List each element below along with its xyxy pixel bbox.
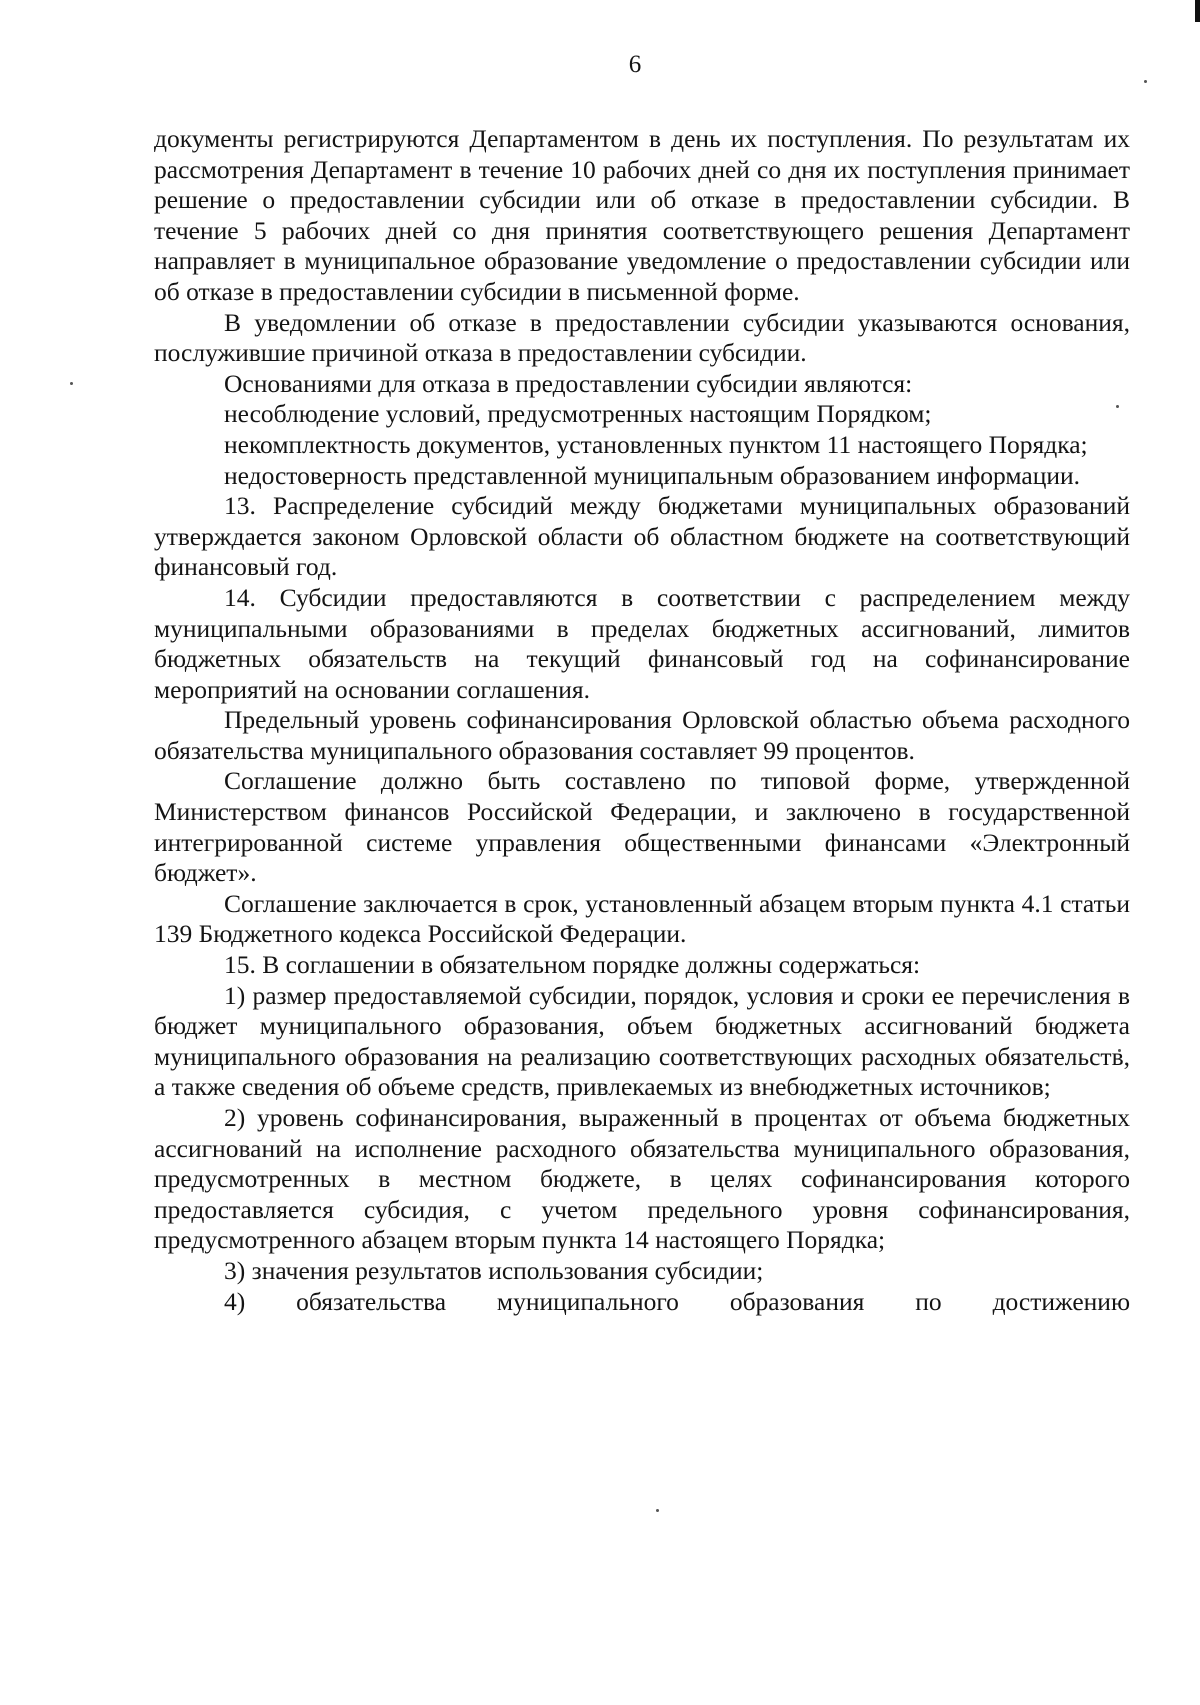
scan-speck bbox=[1144, 80, 1147, 83]
paragraph: несоблюдение условий, предусмотренных настоящим Порядком; bbox=[224, 399, 932, 429]
scan-speck bbox=[70, 382, 73, 385]
scan-edge-mark bbox=[1195, 0, 1200, 22]
page-number: 6 bbox=[628, 51, 642, 78]
paragraph: недостоверность представленной муниципальным образованием информации. bbox=[224, 460, 1081, 490]
paragraph: 15. В соглашении в обязательном порядке должны содержаться: bbox=[224, 950, 921, 980]
paragraph: Предельный уровень софинансирования Орловской областью объема расходного обязательства муниципального образования составляет 99 процентов. bbox=[154, 705, 1130, 765]
paragraph: 2) уровень софинансирования, выраженный в процентах от объема бюджетных ассигнований на исполнение расходного обязательства муниципального образования, предусмотренных в местном бюджете, в целях софинансирования которого предоставляется субсидия, с учетом предельного уровня софинансирования, предусмотренного абзацем вторым пункта 14 настоящего Порядка; bbox=[154, 1103, 1130, 1255]
body-text bbox=[154, 124, 1130, 1317]
paragraph: Соглашение заключается в срок, установленный абзацем вторым пункта 4.1 статьи 139 Бюджетного кодекса Российской Федерации. bbox=[154, 888, 1130, 949]
paragraph: 1) размер предоставляемой субсидии, порядок, условия и сроки ее перечисления в бюджет муниципального образования, объем бюджетных ассигнований бюджета муниципального образования на реализацию соответствующих расходных обязательств, а также сведения об объеме средств, привлекаемых из внебюджетных источников; bbox=[154, 980, 1130, 1102]
paragraph: некомплектность документов, установленных пунктом 11 настоящего Порядка; bbox=[224, 429, 1088, 459]
paragraph: Соглашение должно быть составлено по типовой форме, утвержденной Министерством финансов Российской Федерации, и заключено в государственной интегрированной системе управления общественными финансами «Электронный бюджет». bbox=[154, 766, 1130, 888]
paragraph: В уведомлении об отказе в предоставлении субсидии указываются основания, послужившие причиной отказа в предоставлении субсидии. bbox=[154, 307, 1130, 368]
paragraph: 14. Субсидии предоставляются в соответствии с распределением между муниципальными образованиями в пределах бюджетных ассигнований, лимитов бюджетных обязательств на текущий финансовый год на софинансирование мероприятий на основании соглашения. bbox=[154, 582, 1130, 704]
paragraph: 13. Распределение субсидий между бюджетами муниципальных образований утверждается законом Орловской области об областном бюджете на соответствующий финансовый год. bbox=[154, 491, 1130, 582]
paragraph: документы регистрируются Департаментом в день их поступления. По результатам их рассмотрения Департамент в течение 10 рабочих дней со дня их поступления принимает решение о предоставлении субсидии или об отказе в предоставлении субсидии. В течение 5 рабочих дней со дня принятия соответствующего решения Департамент направляет в муниципальное образование уведомление о предоставлении субсидии или об отказе в предоставлении субсидии в письменной форме. bbox=[154, 124, 1130, 306]
paragraph: 3) значения результатов использования субсидии; bbox=[224, 1255, 764, 1285]
scan-speck bbox=[656, 1509, 659, 1512]
paragraph: Основаниями для отказа в предоставлении субсидии являются: bbox=[224, 368, 913, 398]
paragraph: 4) обязательства муниципального образования по достижению bbox=[224, 1286, 1130, 1316]
